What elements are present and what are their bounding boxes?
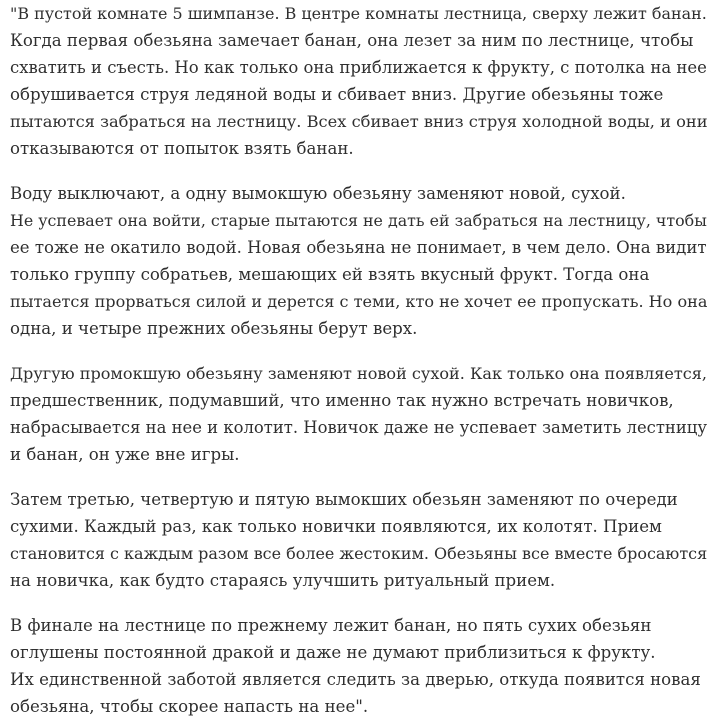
paragraph-4: [10, 486, 707, 594]
text-line: только группу собратьев, мешающих ей взять вкусный фрукт. Тогда она: [10, 265, 650, 284]
text-line: обрушивается струя ледяной воды и сбивает вниз. Другие обезьяны тоже: [10, 85, 664, 104]
text-line: Другую промокшую обезьяну заменяют новой сухой. Как только она появляется,: [10, 364, 708, 383]
text-line: пытается прорваться силой и дерется с теми, кто не хочет ее пропускать. Но она: [10, 292, 708, 311]
text-line: Затем третью, четвертую и пятую вымокших обезьян заменяют по очереди: [10, 490, 678, 509]
paragraph-5: [10, 612, 707, 720]
paragraph-3: [10, 360, 707, 468]
text-line: ее тоже не окатило водой. Новая обезьяна не понимает, в чем дело. Она видит: [10, 238, 707, 257]
text-line: Воду выключают, а одну вымокшую обезьяну заменяют новой, сухой.: [10, 184, 626, 203]
text-line: схватить и съесть. Но как только она приближается к фрукту, с потолка на нее: [10, 58, 707, 77]
text-line: набрасывается на нее и колотит. Новичок даже не успевает заметить лестницу: [10, 418, 707, 437]
text-line: обезьяна, чтобы скорее напасть на нее".: [10, 697, 369, 716]
text-line: Когда первая обезьяна замечает банан, она лезет за ним по лестнице, чтобы: [10, 31, 694, 50]
text-line: Не успевает она войти, старые пытаются не дать ей забраться на лестницу, чтобы: [10, 211, 707, 230]
text-line: становится с каждым разом все более жестоким. Обезьяны все вместе бросаются: [10, 544, 708, 563]
text-line: на новичка, как будто стараясь улучшить ритуальный прием.: [10, 571, 556, 590]
text-line: В финале на лестнице по прежнему лежит банан, но пять сухих обезьян: [10, 616, 652, 635]
text-line: сухими. Каждый раз, как только новички появляются, их колотят. Прием: [10, 517, 662, 536]
paragraph-2: [10, 180, 707, 342]
paragraph-1: [10, 0, 707, 162]
text-line: оглушены постоянной дракой и даже не думают приблизиться к фрукту.: [10, 643, 656, 662]
text-line: одна, и четыре прежних обезьяны берут верх.: [10, 319, 418, 338]
text-line: отказываются от попыток взять банан.: [10, 139, 354, 158]
text-line: пытаются забраться на лестницу. Всех сбивает вниз струя холодной воды, и они: [10, 112, 708, 131]
text-line: Их единственной заботой является следить за дверью, откуда появится новая: [10, 670, 701, 689]
text-line: и банан, он уже вне игры.: [10, 445, 240, 464]
text-line: предшественник, подумавший, что именно так нужно встречать новичков,: [10, 391, 674, 410]
text-line: "В пустой комнате 5 шимпанзе. В центре комнаты лестница, сверху лежит банан.: [10, 4, 707, 23]
